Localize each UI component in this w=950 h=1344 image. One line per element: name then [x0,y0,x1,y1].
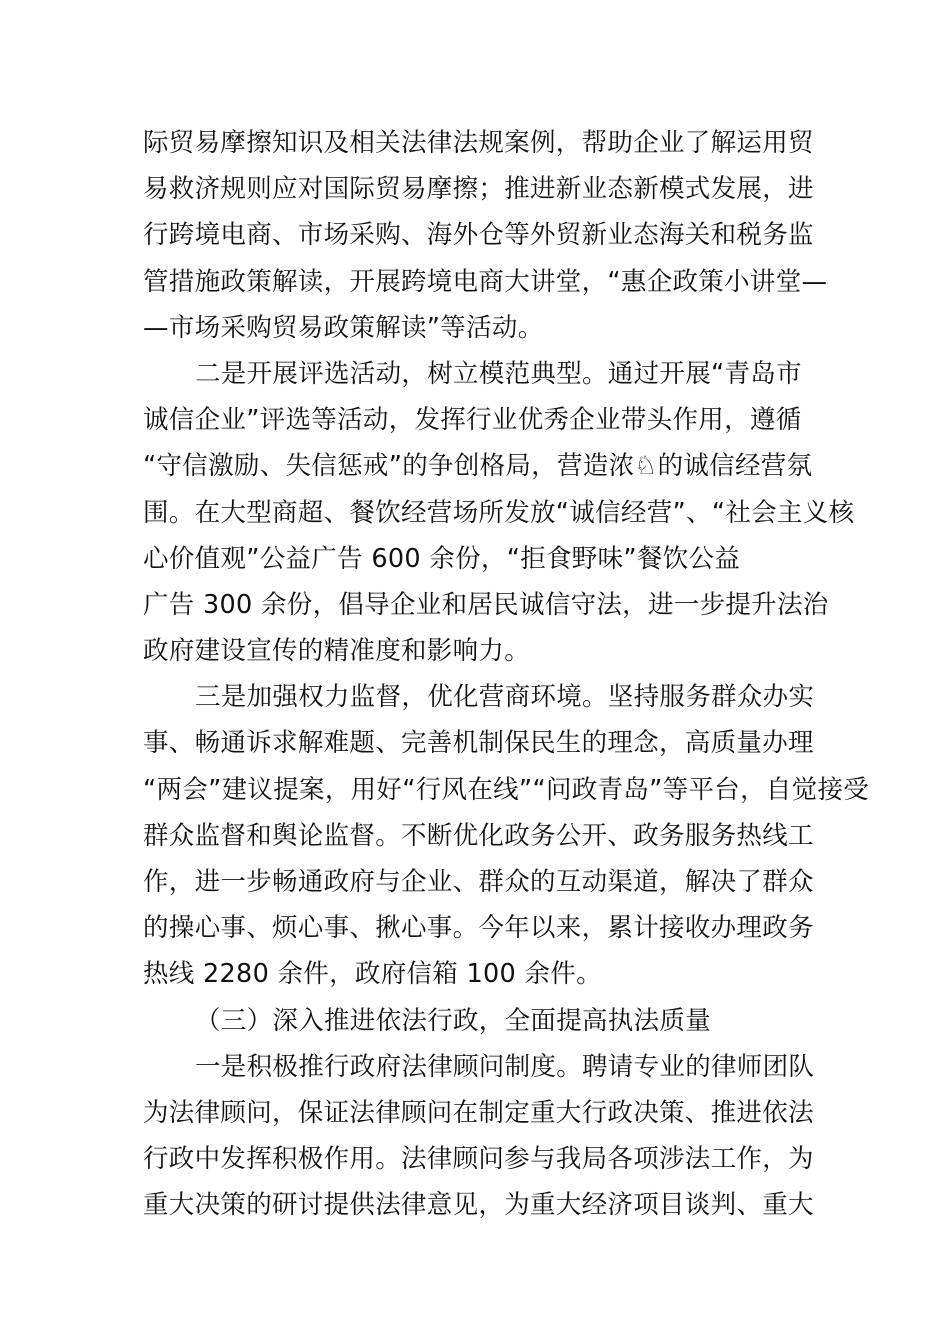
text-line: 易救济规则应对国际贸易摩擦；推进新业态新模式发展，进 [143,174,814,205]
paragraph-start-line: 三是加强权力监督，优化营商环境。坚持服务群众办实 [195,682,815,713]
text-line: 管措施政策解读，开展跨境电商大讲堂，“惠企政策小讲堂— [143,266,828,297]
text-line: 心价值观”公益广告 600 余份，“拒食野味”餐饮公益 [143,543,741,574]
text-line: “守信激励、失信惩戒”的争创格局，营造浓♘的诚信经营氛 [143,451,813,482]
text-line: 广告 300 余份，倡导企业和居民诚信守法，进一步提升法治 [143,589,829,620]
body-text [143,120,870,1229]
text-line: 的操心事、烦心事、揪心事。今年以来，累计接收办理政务 [143,913,814,944]
text-line: 热线 2280 余件，政府信箱 100 余件。 [143,959,602,990]
paragraph-start-line: 一是积极推行政府法律顾问制度。聘请专业的律师团队 [195,1051,815,1082]
text-line: 际贸易摩擦知识及相关法律法规案例，帮助企业了解运用贸 [143,128,814,158]
text-line: 事、畅通诉求解难题、完善机制保民生的理念，高质量办理 [143,728,814,759]
text-line: 围。在大型商超、餐饮经营场所发放“诚信经营”、“社会主义核 [143,497,855,528]
text-line: “两会”建议提案，用好“行风在线”“问政青岛”等平台，自觉接受 [143,774,870,805]
text-line: 行跨境电商、市场采购、海外仓等外贸新业态海关和税务监 [143,220,814,251]
section-heading: （三）深入推进依法行政，全面提高执法质量 [195,1005,712,1036]
text-line: 诚信企业”评选等活动，发挥行业优秀企业带头作用，遵循 [143,405,802,436]
text-line: 群众监督和舆论监督。不断优化政务公开、政务服务热线工 [143,820,814,851]
paragraph-start-line: 二是开展评选活动，树立模范典型。通过开展“青岛市 [195,358,802,389]
text-line: 作，进一步畅通政府与企业、群众的互动渠道，解决了群众 [143,867,814,897]
text-line: 行政中发挥积极作用。法律顾问参与我局各项涉法工作，为 [143,1144,814,1175]
text-line: 重大决策的研讨提供法律意见，为重大经济项目谈判、重大 [143,1190,814,1221]
text-line: 政府建设宣传的精准度和影响力。 [143,636,531,667]
text-line: 为法律顾问，保证法律顾问在制定重大行政决策、推进依法 [143,1097,814,1128]
text-line: —市场采购贸易政策解读”等活动。 [143,312,544,343]
